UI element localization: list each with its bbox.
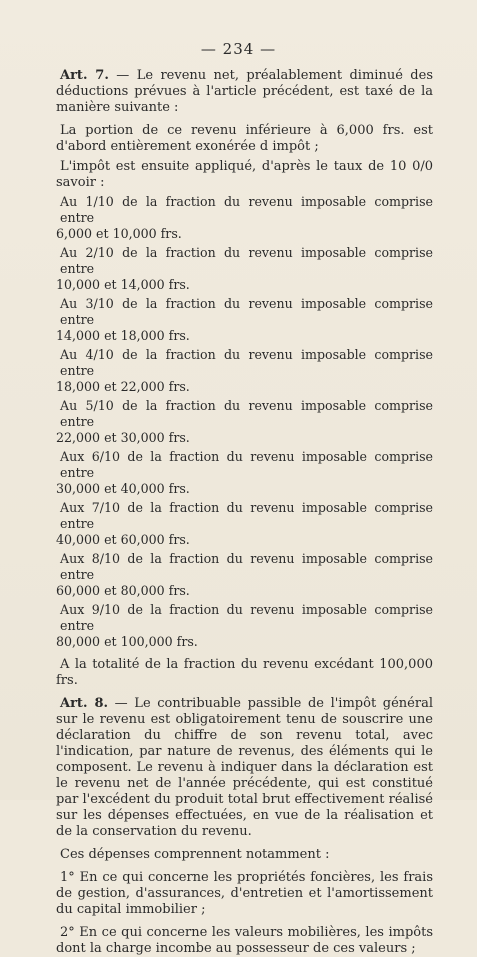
- expense-item-1: 1° En ce qui concerne les propriétés foncières, les frais de gestion, d'assurances, d'entretien et l'amortissement du capital immobilier ;: [56, 870, 433, 917]
- article-7-heading: Art. 7.: [60, 68, 109, 83]
- tax-rate-paragraph: L'impôt est ensuite appliqué, d'après le taux de 10 0/0 savoir :: [56, 159, 433, 190]
- article-8-text: — Le contribuable passible de l'impôt général sur le revenu est obligatoirement tenu de souscrire une déclaration du chiffre de son revenu total, avec l'indication, par nature de revenus, des éléments qui le composent. Le revenu à indiquer dans la déclaration est le revenu net de l'année précédente, qui est constitué par l'excédent du produit total brut effectivement réalisé sur les dépenses effectuées, en vue de la réalisation et de la conservation du revenu.: [56, 696, 433, 839]
- tax-tier: [56, 347, 433, 395]
- tax-tier: [56, 194, 433, 242]
- tier-rate: Au 2/10: [60, 245, 114, 260]
- tier-range: 18,000 et 22,000 frs.: [56, 379, 190, 394]
- tier-range: 80,000 et 100,000 frs.: [56, 634, 198, 649]
- tier-range: 10,000 et 14,000 frs.: [56, 277, 190, 292]
- tax-tier: [56, 500, 433, 548]
- tier-rate: Aux 7/10: [60, 500, 120, 515]
- tier-text: de la fraction du revenu imposable comprise entre: [60, 296, 433, 327]
- totality-line: A la totalité de la fraction du revenu excédant 100,000 frs.: [56, 657, 433, 688]
- article-8: [56, 696, 433, 840]
- expense-item-2: 2° En ce qui concerne les valeurs mobilières, les impôts dont la charge incombe au possesseur de ces valeurs ;: [56, 925, 433, 956]
- tax-tier: [56, 245, 433, 293]
- tax-tier: [56, 449, 433, 497]
- page-number: — 234 —: [200, 40, 277, 58]
- tier-rate: Au 5/10: [60, 398, 114, 413]
- article-8-heading: Art. 8.: [60, 696, 109, 711]
- tier-range: 6,000 et 10,000 frs.: [56, 226, 182, 241]
- tier-range: 30,000 et 40,000 frs.: [56, 481, 190, 496]
- tax-tier-list: [56, 194, 433, 650]
- tier-rate: Au 3/10: [60, 296, 114, 311]
- tax-tier: [56, 551, 433, 599]
- tier-rate: Aux 9/10: [60, 602, 120, 617]
- document-body: [56, 68, 433, 957]
- tier-range: 60,000 et 80,000 frs.: [56, 583, 190, 598]
- tier-text: de la fraction du revenu imposable comprise entre: [60, 347, 433, 378]
- tier-rate: Aux 8/10: [60, 551, 120, 566]
- tax-tier: [56, 602, 433, 650]
- tier-range: 40,000 et 60,000 frs.: [56, 532, 190, 547]
- tier-range: 14,000 et 18,000 frs.: [56, 328, 190, 343]
- tier-text: de la fraction du revenu imposable comprise entre: [60, 245, 433, 276]
- tier-text: de la fraction du revenu imposable comprise entre: [60, 449, 434, 480]
- tier-rate: Aux 6/10: [60, 449, 120, 464]
- tier-text: de la fraction du revenu imposable comprise entre: [60, 194, 433, 225]
- tier-text: de la fraction du revenu imposable comprise entre: [60, 398, 433, 429]
- tax-tier: [56, 296, 433, 344]
- article-7-text: — Le revenu net, préalablement diminué des déductions prévues à l'article précédent, est taxé de la manière suivante :: [56, 68, 433, 115]
- tier-rate: Au 4/10: [60, 347, 114, 362]
- article-7: [56, 68, 433, 116]
- tier-rate: Au 1/10: [60, 194, 114, 209]
- portion-paragraph: La portion de ce revenu inférieure à 6,000 frs. est d'abord entièrement exonérée d impôt ;: [56, 123, 433, 154]
- tier-text: de la fraction du revenu imposable comprise entre: [60, 602, 434, 633]
- tier-text: de la fraction du revenu imposable comprise entre: [60, 551, 434, 582]
- tier-range: 22,000 et 30,000 frs.: [56, 430, 190, 445]
- tax-tier: [56, 398, 433, 446]
- expenses-intro: Ces dépenses comprennent notamment :: [60, 847, 330, 862]
- tier-text: de la fraction du revenu imposable comprise entre: [60, 500, 434, 531]
